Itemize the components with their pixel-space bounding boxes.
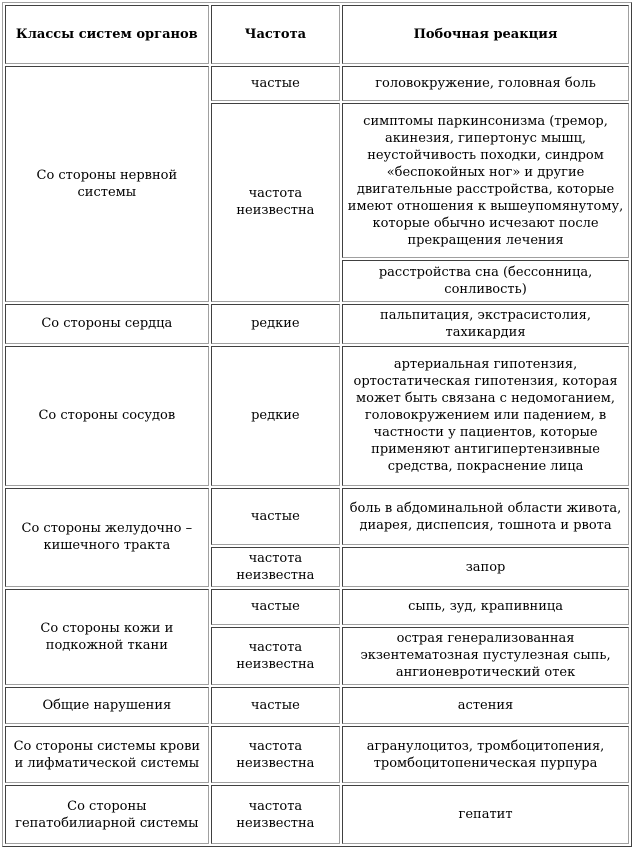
frequency-cell: редкие bbox=[211, 346, 340, 486]
table-row bbox=[5, 66, 629, 102]
organ-class-cell: Со стороны сердца bbox=[5, 304, 209, 344]
frequency-cell: частые bbox=[211, 589, 340, 625]
organ-class-cell: Со стороны сосудов bbox=[5, 346, 209, 486]
frequency-cell: частота неизвестна bbox=[211, 547, 340, 587]
reaction-cell: сыпь, зуд, крапивница bbox=[342, 589, 629, 625]
organ-class-cell: Общие нарушения bbox=[5, 687, 209, 724]
frequency-cell: частые bbox=[211, 66, 340, 102]
reaction-cell: артериальная гипотензия, ортостатическая гипотензия, которая может быть связана с недомоганием, головокружением или падением, в частности у пациентов, которые применяют антигипертензивные средства, покраснение лица bbox=[342, 346, 629, 486]
table-row bbox=[5, 589, 629, 625]
reaction-cell: пальпитация, экстрасистолия, тахикардия bbox=[342, 304, 629, 344]
reaction-cell: астения bbox=[342, 687, 629, 724]
reaction-cell: острая генерализованная экзентематозная пустулезная сыпь, ангионевротический отек bbox=[342, 627, 629, 686]
table-row bbox=[5, 785, 629, 844]
frequency-cell: частота неизвестна bbox=[211, 103, 340, 302]
table-row bbox=[5, 304, 629, 344]
reaction-cell: гепатит bbox=[342, 785, 629, 844]
reaction-cell: запор bbox=[342, 547, 629, 587]
frequency-cell: частые bbox=[211, 488, 340, 546]
organ-class-cell: Со стороны гепатобилиарной системы bbox=[5, 785, 209, 844]
frequency-cell: частые bbox=[211, 687, 340, 724]
table-row bbox=[5, 726, 629, 784]
organ-class-cell: Со стороны нервной системы bbox=[5, 66, 209, 302]
reaction-cell: агранулоцитоз, тромбоцитопения, тромбоцитопеническая пурпура bbox=[342, 726, 629, 784]
frequency-cell: редкие bbox=[211, 304, 340, 344]
header-organ-class: Классы систем органов bbox=[5, 5, 209, 64]
reaction-cell: боль в абдоминальной области живота, диарея, диспепсия, тошнота и рвота bbox=[342, 488, 629, 546]
header-row bbox=[5, 5, 629, 64]
organ-class-cell: Со стороны системы крови и лифматической системы bbox=[5, 726, 209, 784]
side-effects-table bbox=[2, 2, 632, 847]
organ-class-cell: Со стороны желудочно – кишечного тракта bbox=[5, 488, 209, 587]
frequency-cell: частота неизвестна bbox=[211, 726, 340, 784]
table-row bbox=[5, 346, 629, 486]
reaction-cell: симптомы паркинсонизма (тремор, акинезия, гипертонус мышц, неустойчивость походки, синдром «беспокойных ног» и другие двигательные расстройства, которые имеют отношения к вышеупомянутому, которые обычно исчезают после прекращения лечения bbox=[342, 103, 629, 258]
organ-class-cell: Со стороны кожи и подкожной ткани bbox=[5, 589, 209, 685]
reaction-cell: головокружение, головная боль bbox=[342, 66, 629, 102]
table-row bbox=[5, 488, 629, 546]
frequency-cell: частота неизвестна bbox=[211, 785, 340, 844]
table-row bbox=[5, 687, 629, 724]
header-reaction: Побочная реакция bbox=[342, 5, 629, 64]
header-frequency: Частота bbox=[211, 5, 340, 64]
reaction-cell: расстройства сна (бессонница, сонливость) bbox=[342, 260, 629, 302]
frequency-cell: частота неизвестна bbox=[211, 627, 340, 686]
